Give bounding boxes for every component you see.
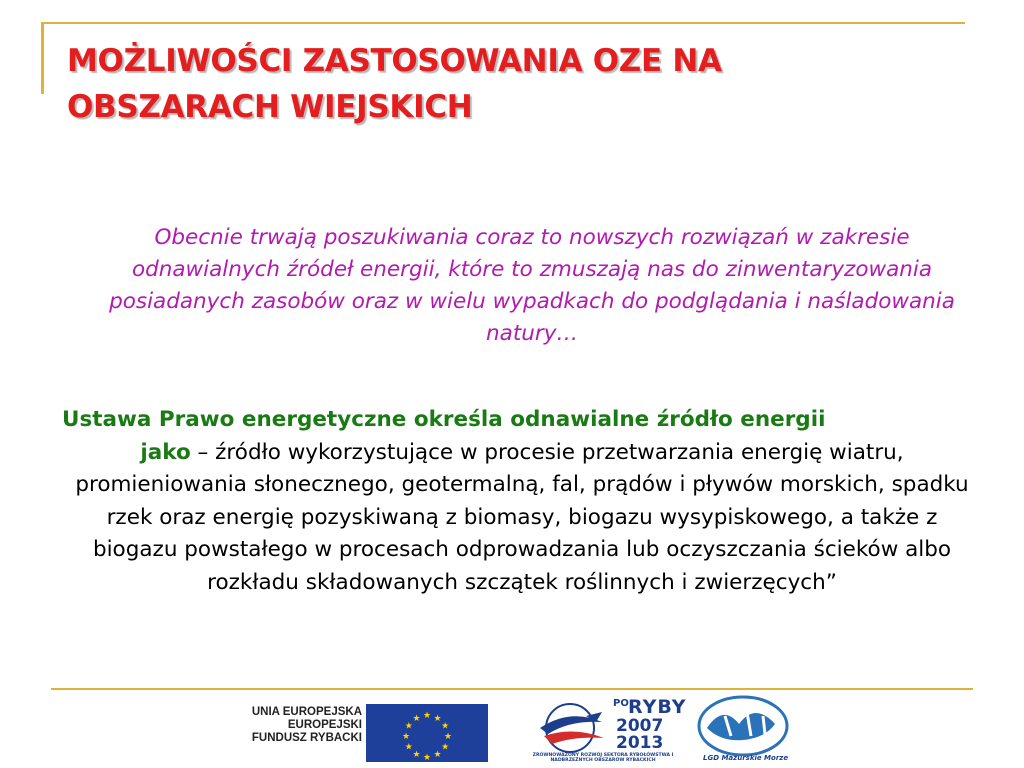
- bottom-divider: [51, 688, 973, 690]
- eu-fund-label: [232, 706, 362, 745]
- ryby-year-start: 2007: [616, 716, 664, 736]
- ryby-name-label: RYBY: [628, 696, 687, 718]
- svg-text:★: ★: [433, 750, 442, 761]
- ryby-caption: ZRÓWNOWAŻONY ROZWÓJ SEKTORA RYBOŁÓWSTWA I NADBRZEŻNYCH OBSZARÓW RYBACKICH: [532, 753, 674, 763]
- ryby-emblem: [530, 698, 620, 754]
- eu-flag-stars: [366, 704, 488, 762]
- svg-text:★: ★: [433, 713, 442, 724]
- svg-text:★: ★: [401, 732, 411, 742]
- svg-text:★: ★: [404, 721, 413, 732]
- lgd-emblem: [695, 694, 791, 756]
- definition-paragraph: [62, 404, 982, 599]
- definition-heading-continued: jako: [140, 439, 191, 465]
- top-divider: [41, 22, 965, 24]
- eu-label-line-2: EUROPEJSKI: [287, 719, 362, 731]
- ryby-po-label: PO: [613, 698, 629, 709]
- title-line-1: MOŻLIWOŚCI ZASTOSOWANIA OZE NA: [67, 43, 722, 79]
- svg-text:★: ★: [443, 732, 453, 742]
- lgd-logo-icon: [695, 694, 791, 766]
- eu-label-line-1: UNIA EUROPEJSKA: [251, 706, 362, 718]
- svg-text:★: ★: [441, 721, 450, 732]
- eu-label-line-3: FUNDUSZ RYBACKI: [251, 732, 362, 744]
- svg-text:★: ★: [404, 742, 413, 753]
- definition-heading: Ustawa Prawo energetyczne określa odnawialne źródło energii: [62, 407, 826, 432]
- ryby-year-end: 2013: [616, 733, 664, 753]
- title-line-2: OBSZARACH WIEJSKICH: [67, 89, 473, 125]
- intro-paragraph: Obecnie trwają poszukiwania coraz to nowszych rozwiązań w zakresie odnawialnych źródeł energii, które to zmuszają nas do zinwentaryzowania posiadanych zasobów oraz w wielu wypadkach do podglądania i naśladowania natury…: [109, 225, 955, 346]
- svg-text:★: ★: [441, 742, 450, 753]
- title-accent-bar: [41, 22, 44, 94]
- lgd-caption: LGD Mazurskie Morze: [703, 754, 789, 762]
- slide-title: [67, 38, 967, 130]
- svg-text:★: ★: [422, 753, 432, 762]
- eu-flag-icon: [366, 704, 488, 762]
- definition-body: – źródło wykorzystujące w procesie przetwarzania energię wiatru, promieniowania słonecznego, geotermalną, fal, prądów i pływów morskich, spadku rzek oraz energię pozyskiwaną z biomasy, biogazu wysypiskowego, a także z biogazu powstałego w procesach odprowadzania lub oczyszczania ścieków albo rozkładu składowanych szczątek roślinnych i zwierzęcych”: [75, 439, 969, 595]
- svg-text:★: ★: [412, 713, 421, 724]
- footer-logos: [0, 694, 1024, 768]
- ryby-logo-icon: [530, 696, 687, 764]
- svg-text:★: ★: [422, 711, 432, 721]
- svg-text:★: ★: [412, 750, 421, 761]
